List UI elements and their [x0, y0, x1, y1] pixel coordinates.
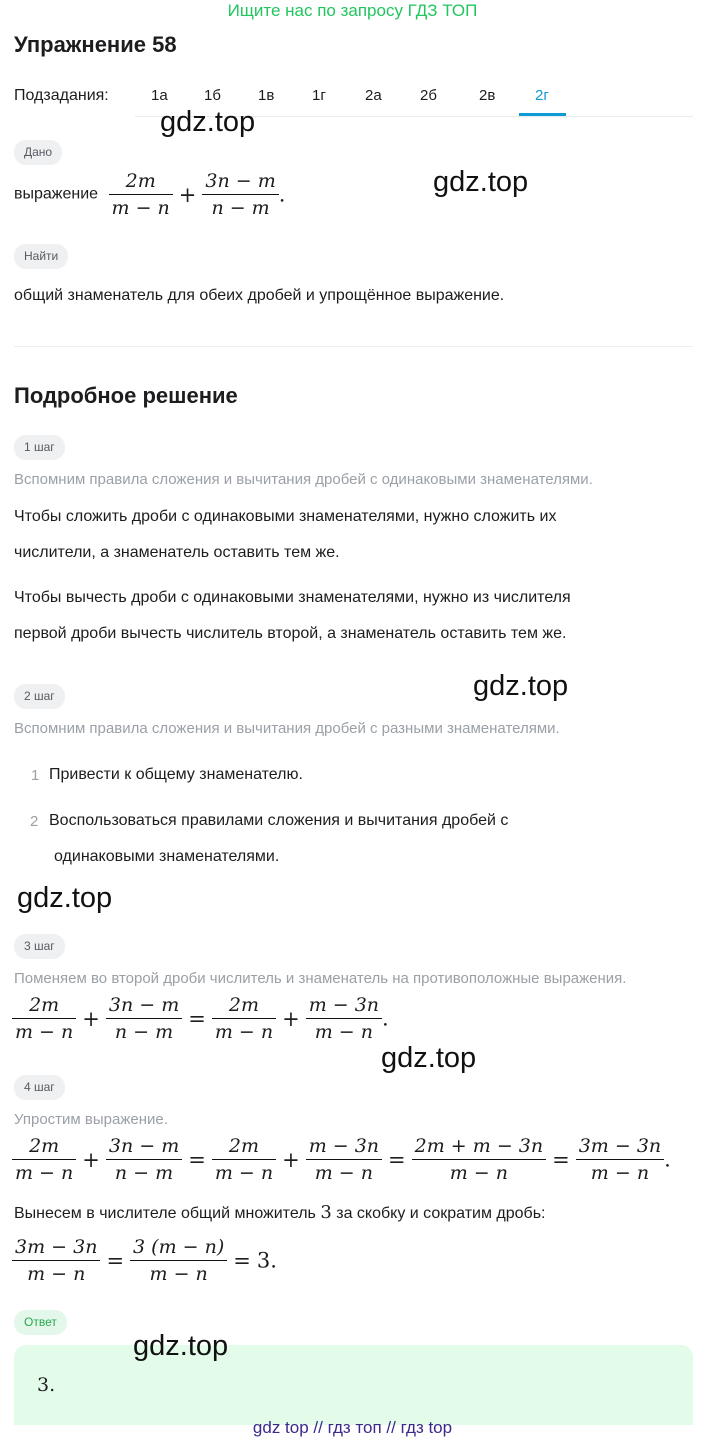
watermark: gdz.top — [17, 882, 113, 914]
list-number: 1 — [31, 767, 40, 784]
find-text: общий знаменатель для обеих дробей и упрощённое выражение. — [14, 287, 505, 304]
step4-chip: 4 шаг — [14, 1075, 65, 1100]
given-chip: Дано — [14, 140, 62, 165]
answer-chip: Ответ — [14, 1310, 67, 1335]
subtasks-label: Подзадания: — [14, 87, 109, 104]
tab-1v[interactable]: 1в — [258, 87, 275, 104]
step4-text: Вынесем в числителе общий множитель 3 за скобку и сократим дробь: — [14, 1202, 546, 1223]
fraction: $\frac{m - 3n}{m - n}$ — [306, 994, 382, 1043]
watermark: gdz.top — [433, 166, 529, 198]
list-number: 2 — [30, 813, 39, 830]
fraction: $\frac{3 (m - n)}{m - n}$ — [130, 1236, 227, 1285]
fraction: $\frac{2m}{m - n}$ — [12, 994, 76, 1043]
step1-text: Чтобы сложить дроби с одинаковыми знаменателями, нужно сложить их — [14, 508, 557, 525]
answer-box — [14, 1345, 693, 1425]
page-title: Упражнение 58 — [14, 32, 177, 57]
watermark: gdz.top — [133, 1330, 229, 1362]
step1-chip: 1 шаг — [14, 435, 65, 460]
fraction: $\frac{2m + m - 3n}{m - n}$ — [412, 1135, 546, 1184]
watermark: gdz.top — [381, 1042, 477, 1074]
step4-equation: $\frac{2m}{m - n}$ + $\frac{3n - m}{n - m}$ = $\frac{2m}{m - n}$ + $\frac{m - 3n}{m - n}$ = $\frac{2m + m - 3n}{m - n}$ = $\frac{3m - 3n}{m - n}$ . — [12, 1135, 671, 1184]
step4-equation-2: $\frac{3m - 3n}{m - n}$ = $\frac{3 (m - n)}{m - n}$ = 3. — [12, 1236, 277, 1285]
tab-1b[interactable]: 1б — [204, 87, 221, 104]
tab-2v[interactable]: 2в — [479, 87, 496, 104]
step4-note: Упростим выражение. — [14, 1111, 168, 1128]
given-section — [14, 140, 62, 165]
fraction: $\frac{2m}{m - n}$ — [109, 170, 173, 219]
solution-title: Подробное решение — [14, 383, 238, 408]
fraction: $\frac{3n - m}{n - m}$ — [106, 994, 182, 1043]
given-expression: выражение $\frac{2m}{m - n}$ + $\frac{3n - m}{n - m}$ . — [14, 170, 286, 219]
step1-text: первой дроби вычесть числитель второй, а знаменатель оставить тем же. — [14, 625, 567, 642]
list-item: Привести к общему знаменателю. — [49, 766, 303, 783]
divider — [14, 346, 693, 347]
step1-note: Вспомним правила сложения и вычитания дробей с одинаковыми знаменателями. — [14, 471, 593, 488]
fraction: $\frac{3n - m}{n - m}$ — [106, 1135, 182, 1184]
step3-note: Поменяем во второй дроби числитель и знаменатель на противоположные выражения. — [14, 970, 627, 987]
watermark: gdz.top — [473, 670, 569, 702]
step2-chip: 2 шаг — [14, 684, 65, 709]
tab-1g[interactable]: 1г — [312, 87, 326, 104]
answer-value: 3. — [37, 1374, 56, 1396]
tab-2b[interactable]: 2б — [420, 87, 437, 104]
tab-2a[interactable]: 2а — [365, 87, 382, 104]
active-tab-indicator — [519, 113, 566, 116]
tab-1a[interactable]: 1а — [151, 87, 168, 104]
fraction: $\frac{2m}{m - n}$ — [12, 1135, 76, 1184]
step3-chip: 3 шаг — [14, 934, 65, 959]
step1-text: Чтобы вычесть дроби с одинаковыми знаменателями, нужно из числителя — [14, 589, 571, 606]
step2-note: Вспомним правила сложения и вычитания дробей с разными знаменателями. — [14, 720, 560, 737]
fraction: $\frac{2m}{m - n}$ — [212, 1135, 276, 1184]
list-item: Воспользоваться правилами сложения и вычитания дробей с — [49, 812, 509, 829]
step1-text: числители, а знаменатель оставить тем же. — [14, 544, 340, 561]
fraction: $\frac{2m}{m - n}$ — [212, 994, 276, 1043]
watermark: gdz.top — [160, 106, 256, 138]
step3-equation: $\frac{2m}{m - n}$ + $\frac{3n - m}{n - m}$ = $\frac{2m}{m - n}$ + $\frac{m - 3n}{m - n}$ . — [12, 994, 389, 1043]
find-section — [14, 244, 68, 269]
given-text: выражение — [14, 185, 99, 203]
fraction: $\frac{3m - 3n}{m - n}$ — [576, 1135, 664, 1184]
fraction: $\frac{m - 3n}{m - n}$ — [306, 1135, 382, 1184]
find-chip: Найти — [14, 244, 68, 269]
search-hint-banner: Ищите нас по запросу ГДЗ ТОП — [227, 1, 478, 20]
tab-2g[interactable]: 2г — [535, 87, 549, 104]
footer-links[interactable]: gdz top // гдз топ // гдз top — [252, 1418, 453, 1437]
fraction: $\frac{3m - 3n}{m - n}$ — [12, 1236, 100, 1285]
list-item: одинаковыми знаменателями. — [54, 848, 280, 865]
fraction: $\frac{3n - m}{n - m}$ — [202, 170, 278, 219]
